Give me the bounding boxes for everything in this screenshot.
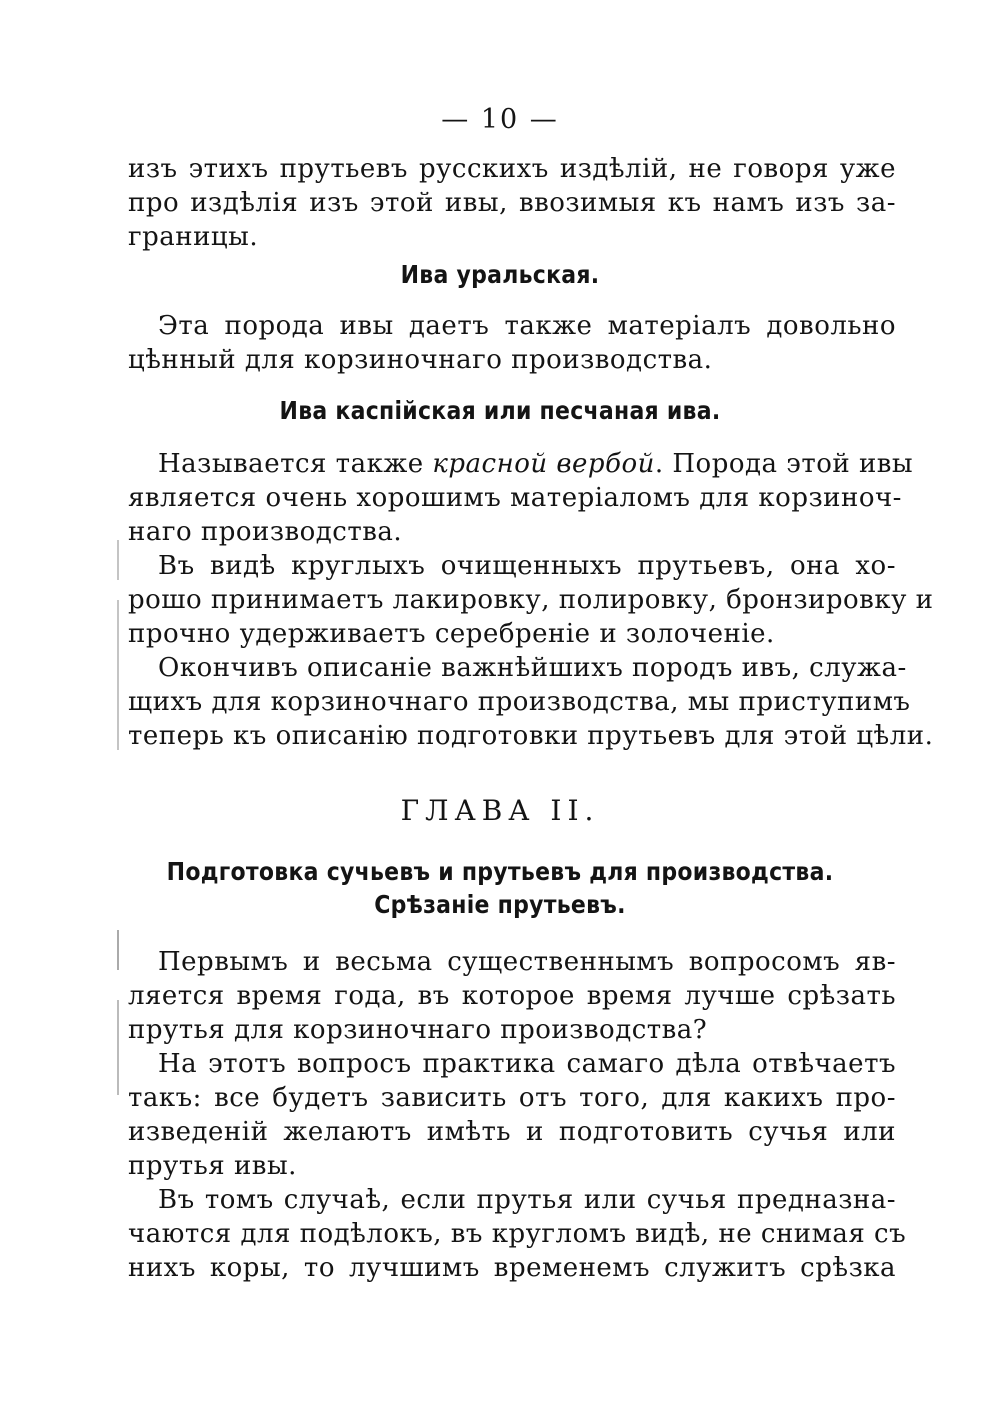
text-line: изъ этихъ прутьевъ русскихъ издѣлій, не говоря уже [128, 154, 896, 184]
chapter-heading-line1: Подготовка сучьевъ и прутьевъ для производства. [166, 857, 834, 886]
text-line: Первымъ и весьма существеннымъ вопросомъ яв- [158, 947, 896, 977]
text-line: ляется время года, въ которое время лучше срѣзать [128, 981, 896, 1011]
text-line: Окончивъ описаніе важнѣйшихъ породъ ивъ, служа- [158, 653, 907, 683]
section-heading-ural: Ива уральская. [400, 260, 600, 289]
paragraph-continuation [128, 152, 896, 254]
text-span: Называется также [158, 449, 433, 479]
text-line: такъ: все будетъ зависить отъ того, для какихъ про- [128, 1083, 896, 1113]
text-line: изведеній желаютъ имѣть и подготовить сучья или [128, 1117, 896, 1147]
text-line: про издѣлія изъ этой ивы, ввозимыя къ намъ изъ за- [128, 188, 896, 218]
text-line: Въ томъ случаѣ, если прутья или сучья предназна- [158, 1185, 896, 1215]
text-line: прочно удерживаетъ серебреніе и золоченіе. [128, 619, 775, 649]
text-line: прутья для корзиночнаго производства? [128, 1015, 708, 1045]
section-heading-caspian: Ива каспійская или песчаная ива. [279, 396, 721, 425]
scan-margin-mark [117, 930, 119, 970]
text-line [128, 447, 914, 481]
text-line: щихъ для корзиночнаго производства, мы приступимъ [128, 687, 911, 717]
text-line: нихъ коры, то лучшимъ временемъ служитъ срѣзка [128, 1253, 896, 1283]
scan-margin-mark [117, 600, 119, 750]
text-line: чаются для подѣлокъ, въ кругломъ видѣ, не снимая съ [128, 1219, 907, 1249]
text-line: На этотъ вопросъ практика самаго дѣла отвѣчаетъ [158, 1049, 896, 1079]
text-line: прутья ивы. [128, 1151, 297, 1181]
paragraph-ural [128, 309, 896, 377]
text-line: Въ видѣ круглыхъ очищенныхъ прутьевъ, она хо- [158, 551, 896, 581]
italic-term: красной вербой [432, 449, 655, 479]
text-line: цѣнный для корзиночнаго производства. [128, 345, 713, 375]
scan-margin-mark [117, 540, 119, 580]
text-line: Эта порода ивы даетъ также матеріалъ довольно [158, 311, 896, 341]
paragraph-chapter-body [128, 945, 907, 1285]
text-line: теперь къ описанію подготовки прутьевъ для этой цѣли. [128, 721, 934, 751]
paragraph-caspian [128, 447, 934, 753]
text-line: является очень хорошимъ матеріаломъ для корзиноч- [128, 483, 902, 513]
text-span: . Порода этой ивы [654, 449, 914, 479]
text-line: рошо принимаетъ лакировку, полировку, бронзировку и [128, 585, 934, 615]
page-number: — 10 — [441, 104, 559, 135]
text-line: границы. [128, 222, 259, 252]
scan-margin-mark [117, 1000, 119, 1095]
text-line: наго производства. [128, 517, 403, 547]
chapter-title: ГЛАВА II. [400, 794, 600, 827]
chapter-heading-line2: Срѣзаніе прутьевъ. [374, 890, 626, 919]
